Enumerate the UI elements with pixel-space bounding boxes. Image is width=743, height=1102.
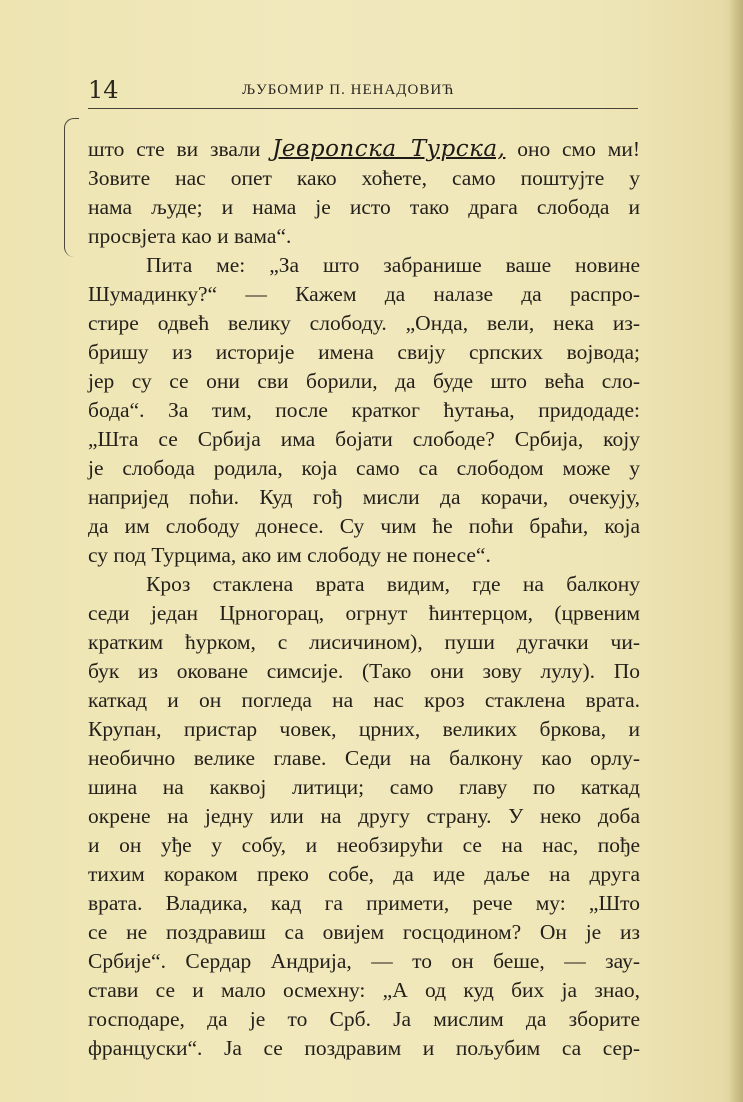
text-line-20: каткад и он погледа на нас кроз стаклена врата. [88, 688, 640, 712]
text-line-13: напријед поћи. Куд гођ мисли да корачи, очекују, [88, 485, 640, 509]
text-line-7: стире одвећ велику слободу. „Онда, вели, нека из- [88, 311, 640, 335]
text-line-22: необично велике главе. Седи на балкону као орлу- [88, 746, 640, 770]
page-edge-shadow [729, 0, 743, 1102]
text-line-21: Крупан, пристар човек, црних, великих бркова, и [88, 717, 640, 741]
text-line-26: тихим кораком преко собе, да иде даље на друга [88, 862, 640, 886]
text-line-17: седи један Црногорац, огрнут ћинтерцом, (црвеним [88, 601, 640, 625]
text-line-15: су под Турцима, ако им слободу не понесе“. [88, 543, 491, 567]
text-line-29: Србије“. Сердар Андрија, — то он беше, — зау- [88, 949, 640, 973]
body-text [88, 135, 640, 1063]
text-line-6: Шумадинку?“ — Кажем да налазе да распро- [88, 282, 640, 306]
margin-bracket-mark [64, 118, 79, 257]
text-line-24: окрене на једну или на другу страну. У неко доба [88, 804, 640, 828]
text-line-1-end: оно смо ми! [505, 137, 640, 161]
text-line-18: кратким ћурком, с лисичином), пуши дугачки чи- [88, 630, 640, 654]
text-line-27: врата. Владика, кад га примети, рече му: „Што [88, 891, 640, 915]
text-line-5: Пита ме: „За што забранише ваше новине [146, 253, 640, 277]
header-rule [88, 108, 638, 109]
page-number: 14 [88, 76, 119, 104]
text-line-23: шина на каквој литици; само главу по каткад [88, 775, 640, 799]
text-line-19: бук из оковане симсије. (Тако они зову лулу). По [88, 659, 640, 683]
text-line-4: просвјета као и вама“. [88, 224, 292, 248]
page-header [88, 76, 638, 106]
text-line-31: господаре, да је то Срб. Ја мислим да зборите [88, 1007, 640, 1031]
text-line-32: француски“. Ја се поздравим и пољубим са сер- [88, 1036, 640, 1060]
text-line-28: се не поздравиш са овијем госцодином? Он је из [88, 920, 640, 944]
text-line-30: стави се и мало осмехну: „А од куд бих ја знао, [88, 978, 640, 1002]
text-line-9: јер су се они сви борили, да буде што већа сло- [88, 369, 640, 393]
text-line-25: и он уђе у собу, и необзирући се на нас, пође [88, 833, 640, 857]
text-line-14: да им слободу донесе. Су чим ће поћи браћи, која [88, 514, 640, 538]
text-line-2: Зовите нас опет како хоћете, само поштујте у [88, 166, 640, 190]
text-line-8: бришу из историје имена свију српских војвода; [88, 340, 640, 364]
text-line-3: нама људе; и нама је исто тако драга слобода и [88, 195, 640, 219]
running-head: ЉУБОМИР П. НЕНАДОВИЋ [242, 82, 455, 98]
text-line-11: „Шта се Србија има бојати слободе? Србија, коју [88, 427, 640, 451]
text-line-10: бода“. За тим, после кратког ћутања, придодаде: [88, 398, 640, 422]
text-line-1-start: што сте ви звали [88, 137, 273, 161]
text-line-12: је слобода родила, која само са слободом може у [88, 456, 640, 480]
handwritten-insertion: Јевропска Турска, [272, 136, 506, 162]
text-line-1 [88, 135, 640, 164]
text-line-16: Кроз стаклена врата видим, где на балкону [146, 572, 640, 596]
